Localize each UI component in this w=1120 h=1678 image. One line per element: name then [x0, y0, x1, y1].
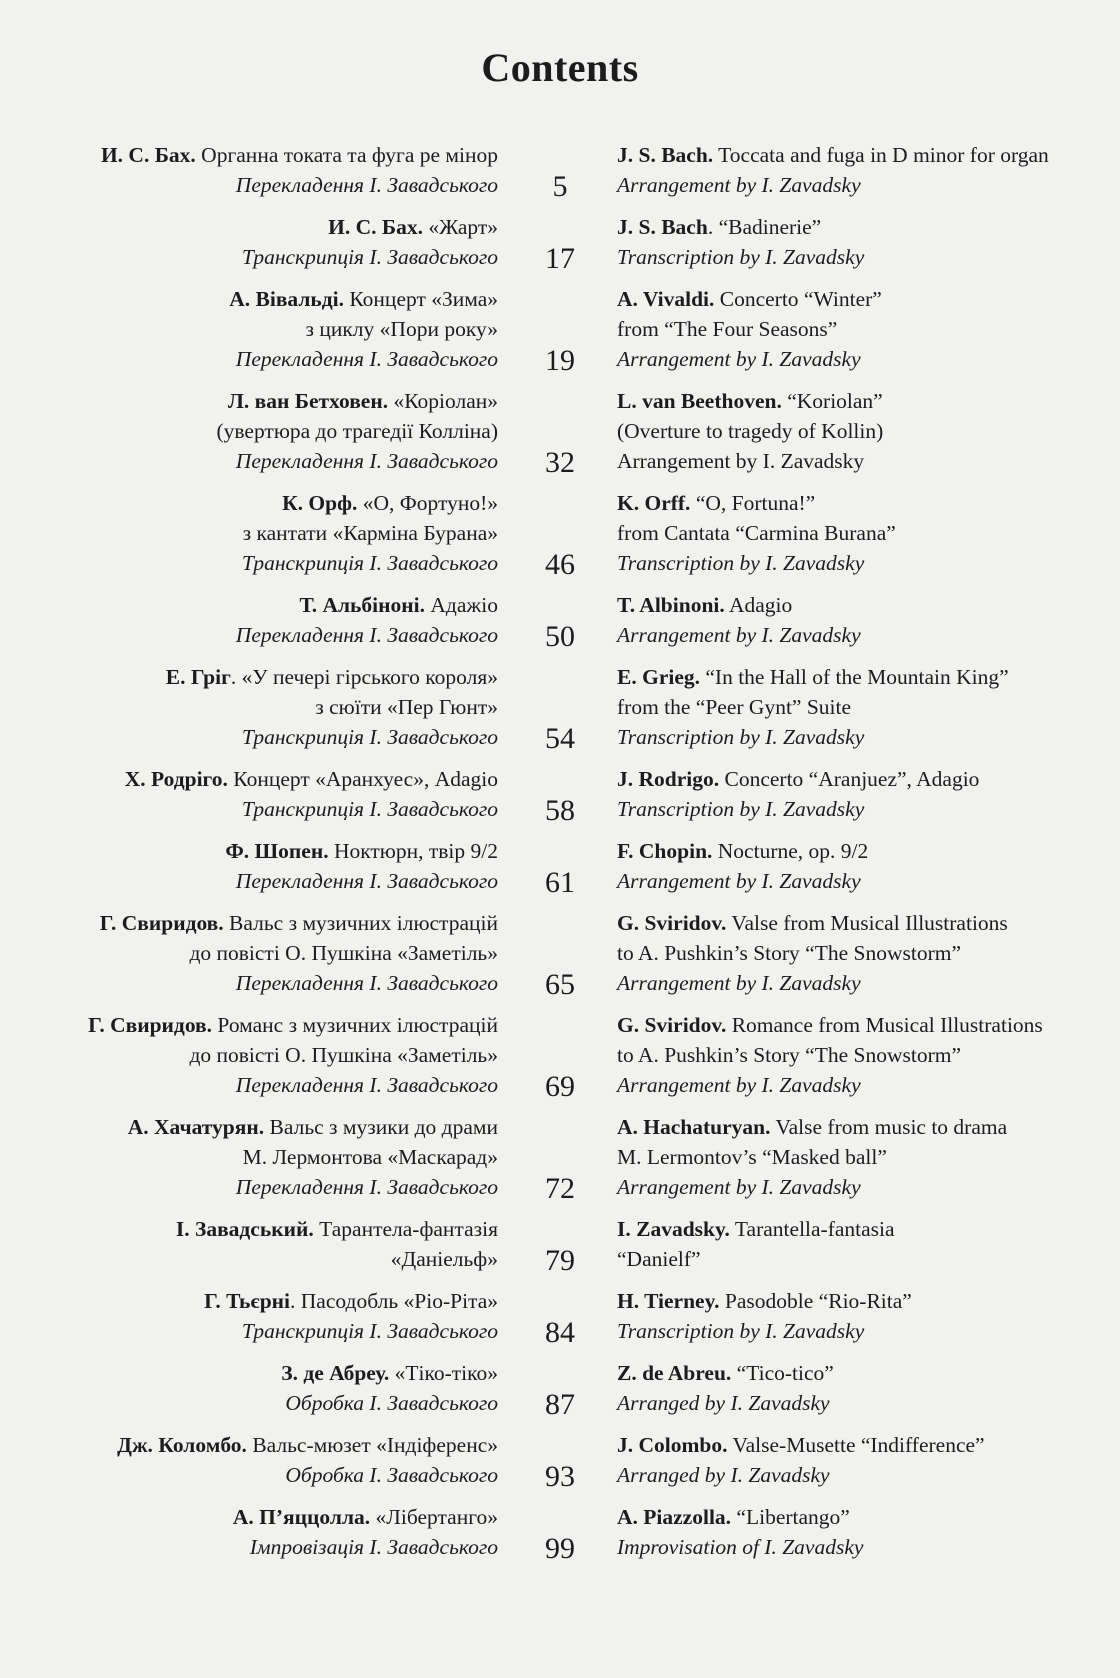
arranger-credit: Transcription by I. Zavadsky	[617, 551, 865, 575]
composer-name: К. Орф.	[282, 491, 358, 515]
toc-line	[617, 548, 1117, 578]
page-number: 54	[545, 722, 575, 755]
arranger-credit: Перекладення І. Завадського	[235, 347, 498, 371]
toc-line	[617, 284, 1117, 314]
work-title: Концерт «Аранхуес», Adagio	[227, 767, 498, 791]
entry-ukrainian	[0, 764, 498, 824]
work-title: from the “Peer Gynt” Suite	[617, 695, 852, 719]
entry-ukrainian	[0, 908, 498, 998]
arranger-credit: Перекладення І. Завадського	[235, 971, 498, 995]
composer-name: И. С. Бах.	[328, 215, 423, 239]
composer-name: Г. Свиридов.	[88, 1013, 213, 1037]
entry-ukrainian	[0, 1502, 498, 1562]
toc-line	[617, 488, 1117, 518]
toc-line	[0, 1430, 498, 1460]
toc-line	[0, 1286, 498, 1316]
toc-line	[617, 140, 1117, 170]
composer-name: A. Piazzolla.	[617, 1505, 732, 1529]
toc-line	[0, 314, 498, 344]
entry-ukrainian	[0, 1010, 498, 1100]
arranger-credit: Перекладення І. Завадського	[235, 1175, 498, 1199]
work-title: «О, Фортуно!»	[357, 491, 498, 515]
toc-line	[0, 386, 498, 416]
page-title: Contents	[481, 45, 639, 90]
work-title: “Danielf”	[617, 1247, 701, 1271]
work-title: (Overture to tragedy of Kollin)	[617, 419, 884, 443]
toc-line	[0, 866, 498, 896]
toc-line	[0, 140, 498, 170]
arranger-credit: Transcription by I. Zavadsky	[617, 797, 865, 821]
entry-english	[617, 284, 1117, 374]
page-number: 46	[545, 548, 575, 581]
toc-line	[617, 518, 1117, 548]
entry-english	[617, 662, 1117, 752]
page-number: 99	[545, 1532, 575, 1565]
toc-line	[0, 284, 498, 314]
toc-line	[0, 908, 498, 938]
work-title: to A. Pushkin’s Story “The Snowstorm”	[617, 941, 962, 965]
arranger-credit: Транскрипція І. Завадського	[241, 797, 498, 821]
work-title: Concerto “Aranjuez”, Adagio	[719, 767, 980, 791]
composer-name: K. Orff.	[617, 491, 691, 515]
work-title: . Пасодобль «Ріо-Ріта»	[290, 1289, 498, 1313]
composer-name: A. Hachaturyan.	[617, 1115, 771, 1139]
work-title: Тарантела-фантазія	[313, 1217, 498, 1241]
toc-line	[0, 662, 498, 692]
composer-name: А. Вівальді.	[229, 287, 345, 311]
toc-line	[0, 212, 498, 242]
work-title: Pasodoble “Rio-Rita”	[719, 1289, 912, 1313]
composer-name: Г. Свиридов.	[99, 911, 224, 935]
toc-line	[617, 242, 1117, 272]
toc-line	[0, 1388, 498, 1418]
arranger-credit: Перекладення І. Завадського	[235, 869, 498, 893]
work-title: Адажіо	[425, 593, 498, 617]
work-title: “Koriolan”	[781, 389, 883, 413]
entry-english	[617, 212, 1117, 272]
toc-line	[617, 764, 1117, 794]
toc-line	[0, 794, 498, 824]
page-number: 58	[545, 794, 575, 827]
arranger-credit: Arrangement by I. Zavadsky	[617, 623, 861, 647]
work-title: Arrangement by I. Zavadsky	[617, 449, 865, 473]
toc-line	[617, 866, 1117, 896]
work-title: Valse-Musette “Indifference”	[727, 1433, 985, 1457]
work-title: Концерт «Зима»	[344, 287, 498, 311]
page-number: 17	[545, 242, 575, 275]
composer-name: A. Vivaldi.	[617, 287, 715, 311]
work-title: “Tico-tico”	[731, 1361, 834, 1385]
work-title: з сюїти «Пер Гюнт»	[315, 695, 498, 719]
toc-line	[0, 344, 498, 374]
page-number: 5	[552, 170, 568, 203]
composer-name: Т. Альбіноні.	[299, 593, 426, 617]
entry-ukrainian	[0, 1358, 498, 1418]
arranger-credit: Transcription by I. Zavadsky	[617, 245, 865, 269]
work-title: «Жарт»	[422, 215, 498, 239]
work-title: (увертюра до трагедії Колліна)	[216, 419, 498, 443]
toc-line	[617, 1142, 1117, 1172]
work-title: . “Badinerie”	[707, 215, 822, 239]
toc-line	[0, 764, 498, 794]
work-title: «Даніельф»	[390, 1247, 498, 1271]
toc-line	[0, 1112, 498, 1142]
work-title: до повісті О. Пушкіна «Заметіль»	[189, 941, 498, 965]
toc-line	[617, 344, 1117, 374]
work-title: до повісті О. Пушкіна «Заметіль»	[189, 1043, 498, 1067]
entry-ukrainian	[0, 212, 498, 272]
composer-name: И. С. Бах.	[100, 143, 196, 167]
composer-name: Z. de Abreu.	[617, 1361, 732, 1385]
page-number: 65	[545, 968, 575, 1001]
work-title: «Лібертанго»	[370, 1505, 498, 1529]
composer-name: Е. Гріг	[165, 665, 231, 689]
toc-line	[0, 722, 498, 752]
toc-line	[0, 1358, 498, 1388]
page-number: 93	[545, 1460, 575, 1493]
entry-ukrainian	[0, 662, 498, 752]
entry-english	[617, 140, 1117, 200]
work-title: Органна токата та фуга ре мінор	[195, 143, 498, 167]
toc-line	[617, 620, 1117, 650]
work-title: M. Lermontov’s “Masked ball”	[617, 1145, 887, 1169]
arranger-credit: Arranged by I. Zavadsky	[617, 1463, 830, 1487]
composer-name: А. Хачатурян.	[127, 1115, 265, 1139]
toc-line	[617, 1112, 1117, 1142]
entry-english	[617, 1358, 1117, 1418]
toc-line	[617, 1010, 1117, 1040]
arranger-credit: Транскрипція І. Завадського	[241, 1319, 498, 1343]
toc-line	[617, 1286, 1117, 1316]
entry-ukrainian	[0, 1112, 498, 1202]
composer-name: E. Grieg.	[617, 665, 700, 689]
arranger-credit: Транскрипція І. Завадського	[241, 551, 498, 575]
arranger-credit: Arranged by I. Zavadsky	[617, 1391, 830, 1415]
composer-name: З. де Абреу.	[281, 1361, 390, 1385]
page-number: 69	[545, 1070, 575, 1103]
composer-name: Ф. Шопен.	[225, 839, 329, 863]
composer-name: T. Albinoni.	[617, 593, 725, 617]
entry-english	[617, 1112, 1117, 1202]
toc-line	[617, 416, 1117, 446]
work-title: Adagio	[724, 593, 793, 617]
composer-name: І. Завадський.	[175, 1217, 314, 1241]
composer-name: Х. Родріго.	[124, 767, 228, 791]
composer-name: H. Tierney.	[617, 1289, 720, 1313]
toc-line	[617, 938, 1117, 968]
composer-name: Л. ван Бетховен.	[227, 389, 389, 413]
toc-line	[0, 836, 498, 866]
toc-line	[0, 416, 498, 446]
toc-line	[0, 968, 498, 998]
entry-ukrainian	[0, 386, 498, 476]
page-number: 61	[545, 866, 575, 899]
entry-ukrainian	[0, 1286, 498, 1346]
composer-name: G. Sviridov.	[617, 911, 727, 935]
work-title: “In the Hall of the Mountain King”	[700, 665, 1009, 689]
arranger-credit: Arrangement by I. Zavadsky	[617, 1175, 861, 1199]
entry-ukrainian	[0, 488, 498, 578]
work-title: “Libertango”	[731, 1505, 850, 1529]
work-title: Вальс з музичних ілюстрацій	[223, 911, 498, 935]
toc-line	[617, 1244, 1117, 1274]
work-title: to A. Pushkin’s Story “The Snowstorm”	[617, 1043, 962, 1067]
entry-ukrainian	[0, 590, 498, 650]
work-title: Toccata and fuga in D minor for organ	[713, 143, 1049, 167]
toc-line	[617, 1316, 1117, 1346]
composer-name: J. Rodrigo.	[617, 767, 720, 791]
arranger-credit: Транскрипція І. Завадського	[241, 725, 498, 749]
composer-name: F. Chopin.	[617, 839, 713, 863]
composer-name: А. П’яццолла.	[232, 1505, 371, 1529]
work-title: «Коріолан»	[388, 389, 498, 413]
arranger-credit: Перекладення І. Завадського	[235, 173, 498, 197]
toc-line	[0, 1502, 498, 1532]
entry-english	[617, 1286, 1117, 1346]
entry-english	[617, 1010, 1117, 1100]
toc-line	[617, 314, 1117, 344]
entry-english	[617, 836, 1117, 896]
arranger-credit: Arrangement by I. Zavadsky	[617, 347, 861, 371]
work-title: Вальс з музики до драми	[264, 1115, 498, 1139]
composer-name: J. Colombo.	[617, 1433, 728, 1457]
entry-english	[617, 1214, 1117, 1274]
page-number: 84	[545, 1316, 575, 1349]
toc-line	[0, 1532, 498, 1562]
entry-english	[617, 1502, 1117, 1562]
toc-line	[617, 1214, 1117, 1244]
arranger-credit: Перекладення І. Завадського	[235, 623, 498, 647]
toc-line	[617, 968, 1117, 998]
toc-line	[617, 1460, 1117, 1490]
toc-line	[617, 722, 1117, 752]
page-number: 32	[545, 446, 575, 479]
toc-line	[0, 692, 498, 722]
toc-line	[617, 1040, 1117, 1070]
work-title: Valse from Musical Illustrations	[726, 911, 1008, 935]
toc-line	[617, 1172, 1117, 1202]
toc-line	[0, 1244, 498, 1274]
arranger-credit: Improvisation of I. Zavadsky	[617, 1535, 864, 1559]
entry-ukrainian	[0, 836, 498, 896]
composer-name: I. Zavadsky.	[617, 1217, 730, 1241]
toc-line	[0, 1010, 498, 1040]
entry-english	[617, 764, 1117, 824]
composer-name: J. S. Bach.	[617, 143, 714, 167]
work-title: Романс з музичних ілюстрацій	[212, 1013, 498, 1037]
page-number: 79	[545, 1244, 575, 1277]
work-title: Valse from music to drama	[770, 1115, 1008, 1139]
work-title: Nocturne, op. 9/2	[712, 839, 869, 863]
toc-line	[0, 590, 498, 620]
toc-line	[617, 590, 1117, 620]
arranger-credit: Обробка І. Завадського	[285, 1391, 498, 1415]
arranger-credit: Транскрипція І. Завадського	[241, 245, 498, 269]
toc-line	[617, 212, 1117, 242]
toc-line	[0, 1172, 498, 1202]
work-title: Вальс-мюзет «Індіференс»	[246, 1433, 498, 1457]
composer-name: L. van Beethoven.	[617, 389, 782, 413]
toc-line	[617, 170, 1117, 200]
arranger-credit: Arrangement by I. Zavadsky	[617, 869, 861, 893]
entry-ukrainian	[0, 140, 498, 200]
toc-line	[0, 1460, 498, 1490]
work-title: «Тіко-тіко»	[389, 1361, 498, 1385]
toc-line	[0, 1316, 498, 1346]
composer-name: J. S. Bach	[617, 215, 708, 239]
toc-line	[617, 908, 1117, 938]
toc-line	[617, 386, 1117, 416]
arranger-credit: Arrangement by I. Zavadsky	[617, 173, 861, 197]
toc-line	[0, 488, 498, 518]
page-number: 19	[545, 344, 575, 377]
toc-line	[617, 662, 1117, 692]
entry-english	[617, 908, 1117, 998]
toc-line	[0, 1070, 498, 1100]
entry-english	[617, 1430, 1117, 1490]
toc-line	[0, 548, 498, 578]
toc-line	[0, 1142, 498, 1172]
work-title: Concerto “Winter”	[714, 287, 882, 311]
composer-name: Г. Тьєрні	[204, 1289, 291, 1313]
toc-line	[0, 446, 498, 476]
work-title: Romance from Musical Illustrations	[726, 1013, 1043, 1037]
toc-line	[0, 242, 498, 272]
composer-name: Дж. Коломбо.	[117, 1433, 247, 1457]
toc-line	[617, 1358, 1117, 1388]
toc-line	[0, 170, 498, 200]
entry-english	[617, 590, 1117, 650]
work-title: Ноктюрн, твір 9/2	[328, 839, 498, 863]
toc-line	[617, 1430, 1117, 1460]
arranger-credit: Перекладення І. Завадського	[235, 449, 498, 473]
arranger-credit: Обробка І. Завадського	[285, 1463, 498, 1487]
page-number: 87	[545, 1388, 575, 1421]
arranger-credit: Імпровізація І. Завадського	[249, 1535, 498, 1559]
toc-line	[617, 1502, 1117, 1532]
work-title: з кантати «Карміна Бурана»	[242, 521, 498, 545]
work-title: from “The Four Seasons”	[617, 317, 838, 341]
arranger-credit: Перекладення І. Завадського	[235, 1073, 498, 1097]
toc-line	[617, 1070, 1117, 1100]
page-number: 72	[545, 1172, 575, 1205]
arranger-credit: Transcription by I. Zavadsky	[617, 1319, 865, 1343]
arranger-credit: Arrangement by I. Zavadsky	[617, 971, 861, 995]
toc-line	[617, 1388, 1117, 1418]
page-number: 50	[545, 620, 575, 653]
toc-line	[0, 620, 498, 650]
toc-line	[617, 836, 1117, 866]
work-title: “O, Fortuna!”	[690, 491, 816, 515]
toc-line	[617, 1532, 1117, 1562]
entry-english	[617, 488, 1117, 578]
arranger-credit: Transcription by I. Zavadsky	[617, 725, 865, 749]
entry-ukrainian	[0, 1214, 498, 1274]
toc-line	[0, 1214, 498, 1244]
toc-line	[617, 692, 1117, 722]
toc-line	[0, 1040, 498, 1070]
toc-line	[0, 938, 498, 968]
entry-ukrainian	[0, 284, 498, 374]
entry-english	[617, 386, 1117, 476]
work-title: Tarantella-fantasia	[729, 1217, 895, 1241]
work-title: from Cantata “Carmina Burana”	[617, 521, 896, 545]
composer-name: G. Sviridov.	[617, 1013, 727, 1037]
toc-line	[617, 446, 1117, 476]
arranger-credit: Arrangement by I. Zavadsky	[617, 1073, 861, 1097]
work-title: з циклу «Пори року»	[305, 317, 498, 341]
entry-ukrainian	[0, 1430, 498, 1490]
work-title: . «У печері гірського короля»	[230, 665, 498, 689]
toc-line	[0, 518, 498, 548]
work-title: М. Лермонтова «Маскарад»	[242, 1145, 498, 1169]
toc-line	[617, 794, 1117, 824]
